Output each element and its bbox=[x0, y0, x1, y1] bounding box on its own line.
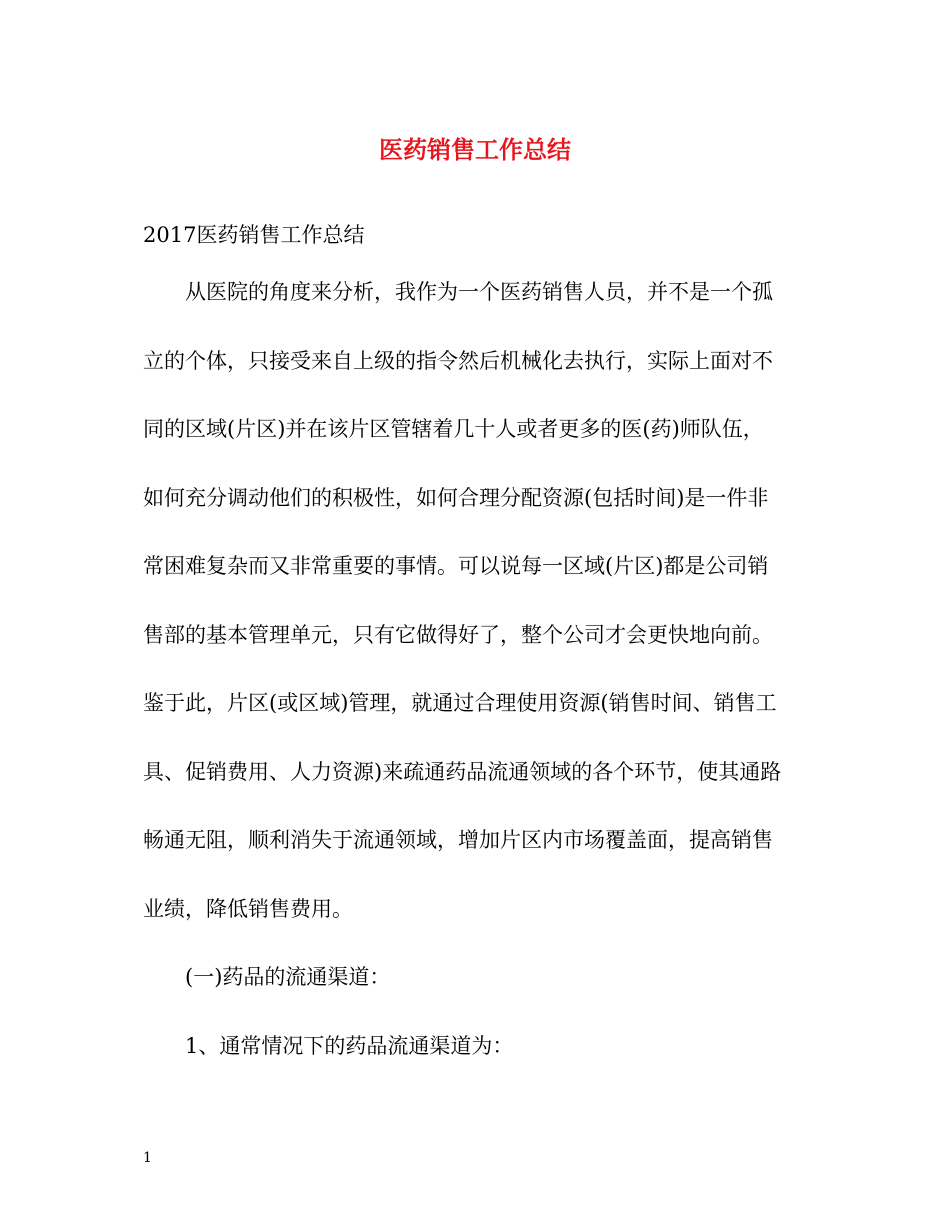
paragraph-line: 从医院的角度来分析，我作为一个医药销售人员，并不是一个孤 bbox=[185, 280, 773, 304]
paragraph-line: 鉴于此，片区(或区域)管理，就通过合理使用资源(销售时间、销售工 bbox=[143, 691, 777, 715]
paragraph-line: 具、促销费用、人力资源)来疏通药品流通领域的各个环节，使其通路 bbox=[143, 759, 782, 784]
document-subtitle: 2017医药销售工作总结 bbox=[143, 223, 365, 247]
paragraph-line: 售部的基本管理单元，只有它做得好了，整个公司才会更快地向前。 bbox=[143, 622, 773, 647]
paragraph-line: 立的个体，只接受来自上级的指令然后机械化去执行，实际上面对不 bbox=[143, 348, 773, 373]
section-heading: (一)药品的流通渠道： bbox=[185, 965, 391, 989]
page-number: 1 bbox=[143, 1150, 152, 1166]
document-title: 医药销售工作总结 bbox=[379, 135, 571, 164]
paragraph-line: 畅通无阻，顺利消失于流通领域，增加片区内市场覆盖面，提高销售 bbox=[143, 828, 773, 852]
paragraph-line: 同的区域(片区)并在该片区管辖着几十人或者更多的医(药)师队伍， bbox=[143, 417, 764, 441]
paragraph-line: 如何充分调动他们的积极性，如何合理分配资源(包括时间)是一件非 bbox=[143, 485, 769, 510]
paragraph-line: 业绩，降低销售费用。 bbox=[143, 896, 353, 921]
list-item: 1、通常情况下的药品流通渠道为： bbox=[185, 1033, 514, 1058]
paragraph-line: 常困难复杂而又非常重要的事情。可以说每一区域(片区)都是公司销 bbox=[143, 554, 769, 578]
body-text bbox=[143, 275, 813, 1097]
